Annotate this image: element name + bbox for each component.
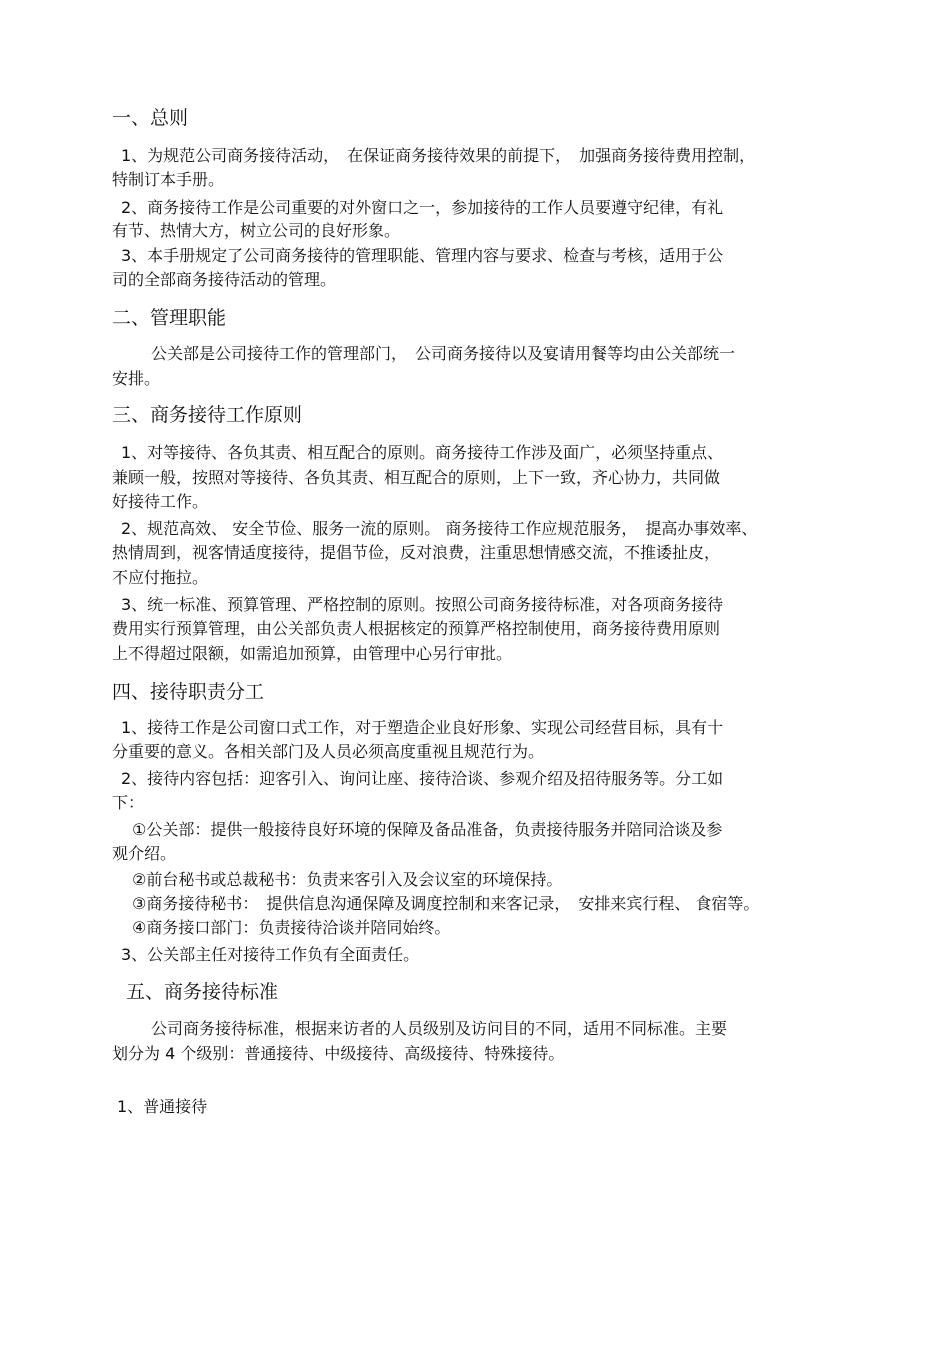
list-item: ④商务接口部门：负责接待洽谈并陪同始终。 — [132, 918, 451, 937]
paragraph-line: 1、接待工作是公司窗口式工作，对于塑造企业良好形象、实现公司经营目标，具有十 — [121, 718, 724, 737]
paragraph-line: 1、为规范公司商务接待活动， 在保证商务接待效果的前提下， 加强商务接待费用控制， — [121, 146, 756, 165]
paragraph-line: 3、本手册规定了公司商务接待的管理职能、管理内容与要求、检查与考核，适用于公 — [121, 246, 724, 265]
paragraph-line: 上不得超过限额，如需追加预算，由管理中心另行审批。 — [112, 644, 513, 663]
paragraph-line: 不应付拖拉。 — [112, 568, 209, 587]
section-heading-standards: 五、商务接待标准 — [126, 981, 279, 1003]
paragraph-line: 司的全部商务接待活动的管理。 — [112, 270, 337, 289]
section-heading-management: 二、管理职能 — [112, 307, 227, 329]
paragraph-line: 3、统一标准、预算管理、严格控制的原则。按照公司商务接待标准，对各项商务接待 — [121, 595, 724, 614]
paragraph-line: 3、公关部主任对接待工作负有全面责任。 — [121, 945, 420, 964]
list-item: ②前台秘书或总裁秘书：负责来客引入及会议室的环境保持。 — [132, 870, 563, 889]
list-item: ③商务接待秘书： 提供信息沟通保障及调度控制和来客记录， 安排来宾行程、 食宿等。 — [132, 894, 760, 913]
paragraph-line: 安排。 — [112, 369, 161, 388]
section-heading-general: 一、总则 — [112, 107, 189, 129]
paragraph-line: 有节、热情大方，树立公司的良好形象。 — [112, 221, 401, 240]
paragraph-line: 公关部是公司接待工作的管理部门， 公司商务接待以及宴请用餐等均由公关部统一 — [151, 344, 736, 363]
paragraph-line: 好接待工作。 — [112, 492, 209, 511]
paragraph-line: 分重要的意义。各相关部门及人员必须高度重视且规范行为。 — [112, 742, 545, 761]
paragraph-line: 1、对等接待、各负其责、相互配合的原则。商务接待工作涉及面广，必须坚持重点、 — [121, 443, 724, 462]
paragraph-line: 特制订本手册。 — [112, 170, 225, 189]
paragraph-line: 兼顾一般，按照对等接待、各负其责、相互配合的原则，上下一致，齐心协力，共同做 — [112, 468, 721, 487]
paragraph-line: 热情周到，视客情适度接待，提倡节俭，反对浪费，注重思想情感交流，不推诿扯皮， — [112, 543, 721, 562]
section-heading-duties: 四、接待职责分工 — [112, 681, 265, 703]
subsection-heading: 1、普通接待 — [117, 1097, 208, 1116]
list-item-line: ①公关部：提供一般接待良好环境的保障及备品准备，负责接待服务并陪同洽谈及参 — [132, 820, 723, 839]
paragraph-line: 2、规范高效、 安全节俭、服务一流的原则。 商务接待工作应规范服务， 提高办事效率、 — [121, 519, 758, 538]
paragraph-line: 划分为 4 个级别：普通接待、中级接待、高级接待、特殊接待。 — [112, 1044, 565, 1063]
paragraph-line: 下： — [112, 793, 145, 812]
paragraph-line: 2、接待内容包括：迎客引入、询问让座、接待洽谈、参观介绍及招待服务等。分工如 — [121, 769, 724, 788]
paragraph-line: 费用实行预算管理，由公关部负责人根据核定的预算严格控制使用，商务接待费用原则 — [112, 619, 721, 638]
paragraph-line: 2、商务接待工作是公司重要的对外窗口之一，参加接待的工作人员要遵守纪律，有礼 — [121, 198, 724, 217]
list-item-line: 观介绍。 — [112, 844, 177, 863]
section-heading-principles: 三、商务接待工作原则 — [112, 404, 303, 426]
paragraph-line: 公司商务接待标准，根据来访者的人员级别及访问目的不同，适用不同标准。主要 — [151, 1019, 728, 1038]
